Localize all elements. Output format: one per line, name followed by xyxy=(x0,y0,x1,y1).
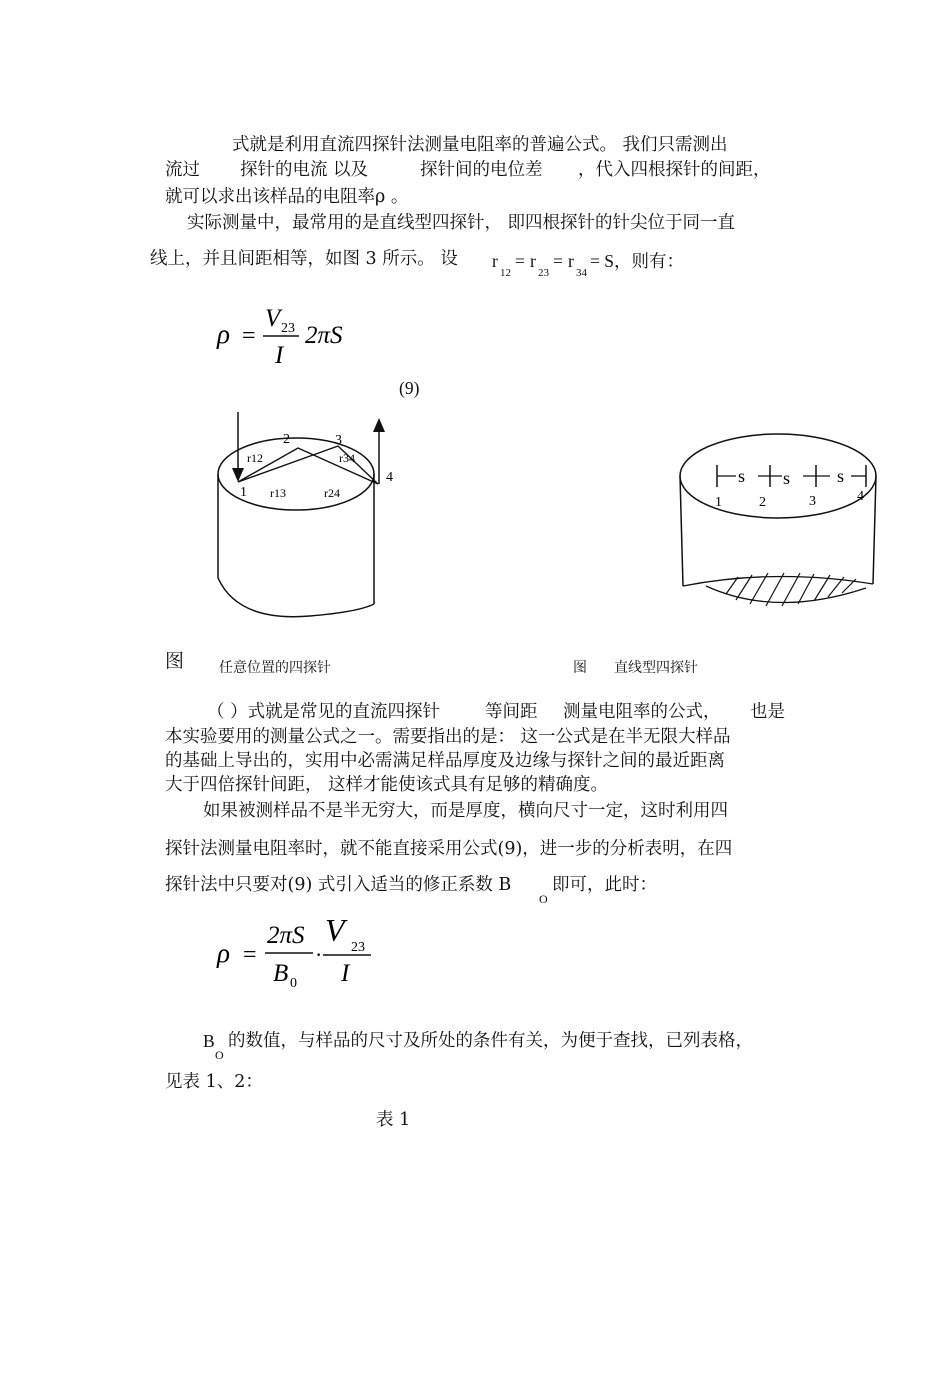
p3-line2: 本实验要用的测量公式之一。需要指出的是： 这一公式是在半无限大样品 xyxy=(165,727,731,747)
r-letter-3: r xyxy=(568,251,574,271)
formula2-num2-sub: 23 xyxy=(351,940,365,955)
p3-line4: 大于四倍探针间距， 这样才能使该式具有足够的精确度。 xyxy=(165,775,609,795)
formula2-num2: V xyxy=(325,912,345,948)
p1-line1: 式就是利用直流四探针法测量电阻率的普遍公式。 我们只需测出 xyxy=(232,135,728,155)
cylinder-bottom xyxy=(218,578,374,617)
r-sub-12: 12 xyxy=(500,267,511,279)
formula-denominator: I xyxy=(275,342,284,369)
formula2-dot: · xyxy=(315,942,323,967)
p4-b-sub: O xyxy=(539,892,548,906)
label-r13: r13 xyxy=(270,486,286,500)
caption-left-text: 任意位置的四探针 xyxy=(219,660,331,676)
figure-linear-probes xyxy=(676,432,886,612)
formula-factor: 2πS xyxy=(305,322,343,349)
r-letter-1: r xyxy=(492,251,498,271)
p3-line1c: 测量电阻率的公式， xyxy=(563,702,721,722)
spacing-s-1: s xyxy=(738,466,746,486)
p3-line1a: （ ）式就是常见的直流四探针 xyxy=(207,702,441,722)
formula2-den2: I xyxy=(341,960,350,987)
r-letter-2: r xyxy=(530,251,536,271)
p1-line2b: 探针的电流 以及 xyxy=(240,160,369,180)
label-r34: r34 xyxy=(339,451,355,465)
probe-label-1: 1 xyxy=(240,485,247,500)
formula2-equals: = xyxy=(243,942,257,968)
caption-right-prefix: 图 xyxy=(573,660,587,676)
probe-label-3: 3 xyxy=(335,433,342,448)
p4-line1: 如果被测样品不是半无穷大，而是厚度，横向尺寸一定，这时利用四 xyxy=(203,801,728,821)
r-sub-23: 23 xyxy=(538,267,549,279)
sample-left-side xyxy=(680,476,683,586)
formula2-rho: ρ xyxy=(217,938,230,968)
p1-line3: 就可以求出该样品的电阻率ρ 。 xyxy=(165,187,409,207)
formula2-den1-sub: 0 xyxy=(290,976,297,991)
linear-label-3: 3 xyxy=(809,494,816,509)
p2-line2-end: = S，则有： xyxy=(590,251,684,271)
spacing-s-3: s xyxy=(837,466,845,486)
p3-line1d: 也是 xyxy=(750,702,785,722)
caption-right-text: 直线型四探针 xyxy=(614,660,698,676)
p2-line2a: 线上，并且间距相等，如图 3 所示。 设 xyxy=(150,249,458,269)
figure-arbitrary-probes xyxy=(210,410,410,630)
p5-line1: 的数值，与样品的尺寸及所处的条件有关，为便于查找，已列表格， xyxy=(228,1031,753,1051)
p5-b-sub: O xyxy=(215,1048,224,1062)
table-title: 表 1 xyxy=(376,1110,411,1130)
caption-left-prefix: 图 xyxy=(165,650,185,672)
p1-line2c: 探针间的电位差 xyxy=(420,160,543,180)
p3-line1b: 等间距 xyxy=(485,702,538,722)
p1-line2a: 流过 xyxy=(165,160,200,180)
formula2-den1: B xyxy=(273,960,289,987)
linear-label-4: 4 xyxy=(857,489,864,504)
p4-line3a: 探针法中只要对(9) 式引入适当的修正系数 B xyxy=(165,875,512,895)
formula-corrected xyxy=(215,912,395,995)
label-r24: r24 xyxy=(324,486,340,500)
p5-line2: 见表 1、2： xyxy=(165,1072,263,1092)
formula-num-sub: 23 xyxy=(281,321,295,336)
eq-sign-1: = xyxy=(515,251,525,271)
r-sub-34: 34 xyxy=(576,267,587,279)
p2-line1: 实际测量中，最常用的是直线型四探针， 即四根探针的针尖位于同一直 xyxy=(187,213,736,233)
formula-rho: ρ xyxy=(217,319,230,349)
formula-9 xyxy=(215,302,375,372)
linear-label-1: 1 xyxy=(715,495,722,510)
probe-label-4: 4 xyxy=(386,470,393,485)
spacing-s-2: s xyxy=(783,468,791,488)
sample-right-side xyxy=(873,476,876,584)
equation-number: (9) xyxy=(399,378,420,398)
linear-label-2: 2 xyxy=(759,495,766,510)
formula-numerator: V xyxy=(265,305,281,332)
p1-line2d: ，代入四根探针的间距， xyxy=(578,160,771,180)
formula2-num1: 2πS xyxy=(267,922,305,949)
p5-b: B xyxy=(203,1031,215,1051)
current-out-arrowhead xyxy=(373,418,385,432)
formula-equals: = xyxy=(242,323,256,349)
p3-line3: 的基础上导出的，实用中必需满足样品厚度及边缘与探针之间的最近距离 xyxy=(165,751,725,771)
p4-line2: 探针法测量电阻率时，就不能直接采用公式(9)，进一步的分析表明，在四 xyxy=(165,839,733,859)
p4-line3b: 即可，此时： xyxy=(552,875,657,895)
eq-sign-2: = xyxy=(553,251,563,271)
probe-label-2: 2 xyxy=(283,432,290,447)
label-r12: r12 xyxy=(247,451,263,465)
